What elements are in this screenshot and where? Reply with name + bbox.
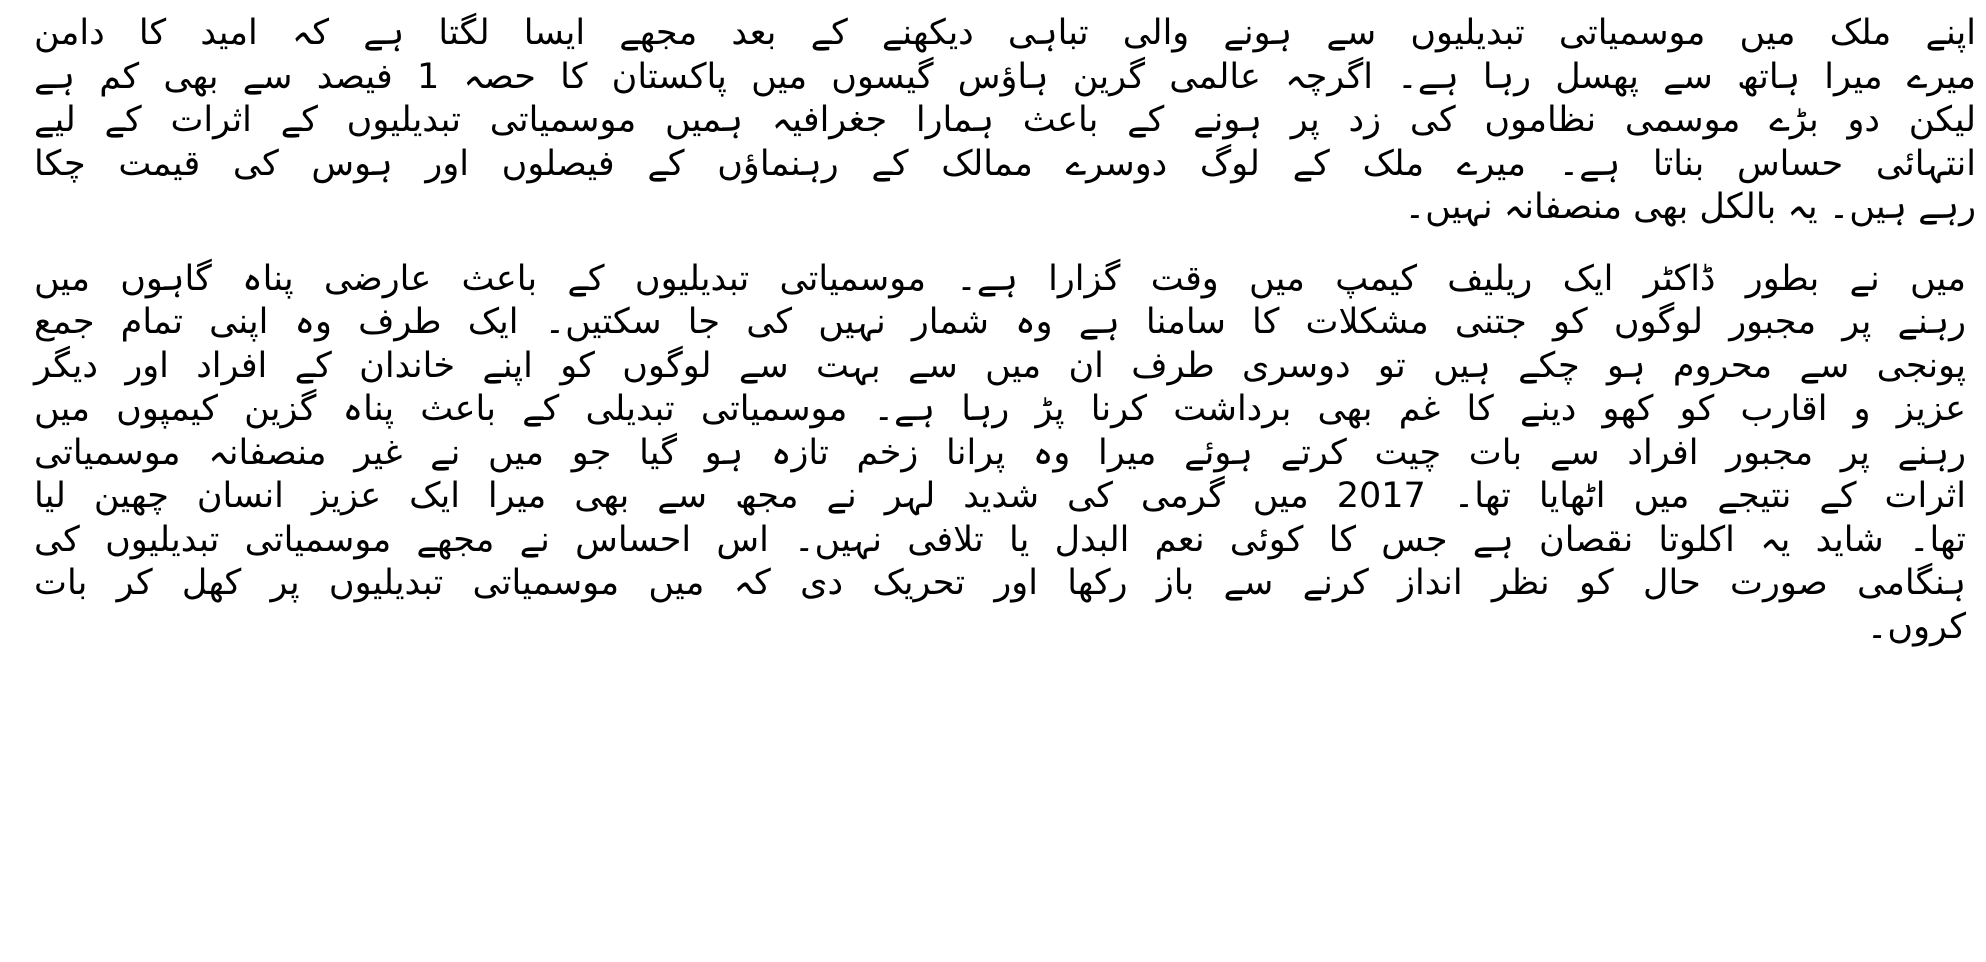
text-line: اثرات کے نتیجے میں اٹھایا تھا۔ 2017 میں گرمی کی شدید لہر نے مجھ سے بھی میرا ایک عزیز انسان چھین لیا xyxy=(34,476,1966,516)
text-line: کروں۔ xyxy=(1866,606,1966,647)
text-line: رہنے پر مجبور لوگوں کو جتنی مشکلات کا سامنا ہے وہ شمار نہیں کی جا سکتیں۔ ایک طرف وہ اپنی تمام جمع xyxy=(34,302,1966,342)
text-line: میں نے بطور ڈاکٹر ایک ریلیف کیمپ میں وقت گزارا ہے۔ موسمیاتی تبدیلیوں کے باعث عارضی پناہ گاہوں میں xyxy=(34,258,1966,299)
text-line: عزیز و اقارب کو کھو دینے کا غم بھی برداشت کرنا پڑ رہا ہے۔ موسمیاتی تبدیلی کے باعث پناہ گزین کیمپوں میں xyxy=(34,389,1966,429)
text-line: اپنے ملک میں موسمیاتی تبدیلیوں سے ہونے والی تباہی دیکھنے کے بعد مجھے ایسا لگتا ہے کہ امید کا دامن xyxy=(34,13,1976,53)
text-line: میرے میرا ہاتھ سے پھسل رہا ہے۔ اگرچہ عالمی گرین ہاؤس گیسوں میں پاکستان کا حصہ 1 فیصد سے بھی کم ہے xyxy=(34,56,1976,97)
paragraph-1 xyxy=(34,12,1976,230)
text-line: رہے ہیں۔ یہ بالکل بھی منصفانہ نہیں۔ xyxy=(1404,187,1976,227)
text-line: انتہائی حساس بناتا ہے۔ میرے ملک کے لوگ دوسرے ممالک کے رہنماؤں کے فیصلوں اور ہوس کی قیمت چکا xyxy=(34,143,1976,184)
paragraph-2 xyxy=(34,258,1976,650)
text-line: تھا۔ شاید یہ اکلوتا نقصان ہے جس کا کوئی نعم البدل یا تلافی نہیں۔ اس احساس نے مجھے موسمیاتی تبدیلیوں کی xyxy=(34,519,1966,560)
text-line: ہنگامی صورت حال کو نظر انداز کرنے سے باز رکھا اور تحریک دی کہ میں موسمیاتی تبدیلیوں پر کھل کر بات xyxy=(34,563,1966,603)
document-body xyxy=(34,12,1976,649)
text-line: پونجی سے محروم ہو چکے ہیں تو دوسری طرف ان میں سے بہت سے لوگوں کو اپنے خاندان کے افراد اور دیگر xyxy=(34,345,1966,386)
text-line: رہنے پر مجبور افراد سے بات چیت کرتے ہوئے میرا وہ پرانا زخم تازہ ہو گیا جو میں نے غیر منصفانہ موسمیاتی xyxy=(34,432,1966,473)
text-line: لیکن دو بڑے موسمی نظاموں کی زد پر ہونے کے باعث ہمارا جغرافیہ ہمیں موسمیاتی تبدیلیوں کے اثرات کے لیے xyxy=(34,100,1976,140)
